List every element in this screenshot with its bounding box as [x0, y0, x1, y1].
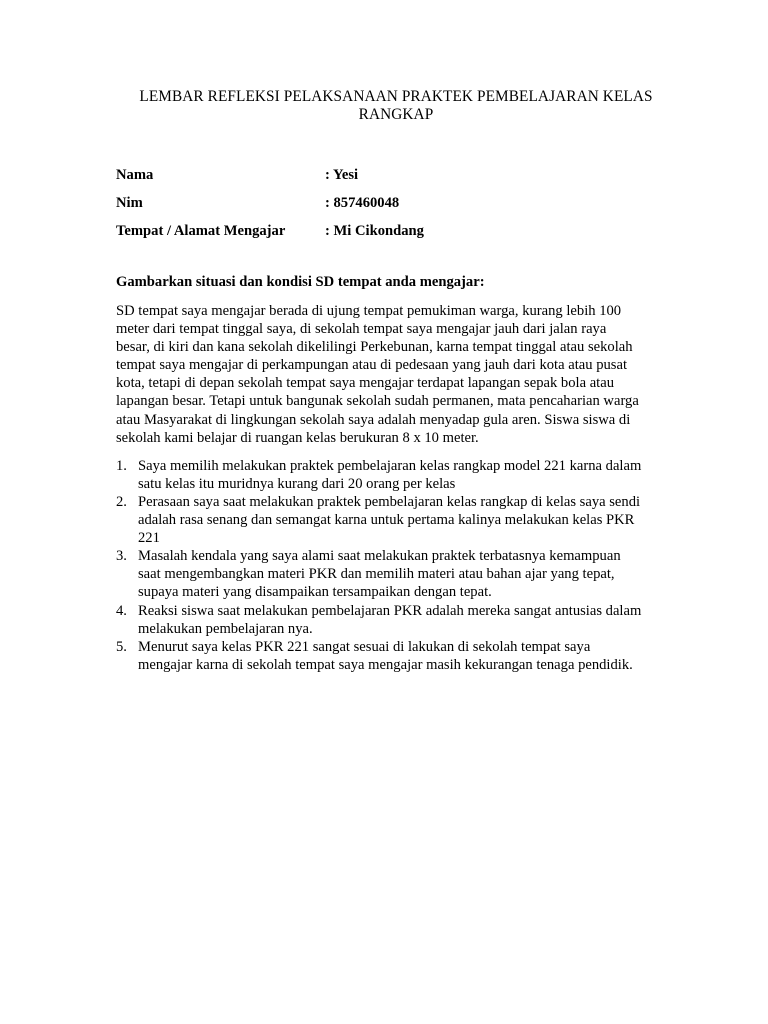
title-line-2: RANGKAP: [358, 106, 434, 123]
identity-row-name: [116, 165, 676, 193]
paragraph-line: meter dari tempat tinggal saya, di sekolah tempat saya mengajar jauh dari jalan raya: [116, 321, 607, 338]
list-item-line: Masalah kendala yang saya alami saat melakukan praktek terbatasnya kemampuan: [138, 548, 621, 565]
identity-label: Nim: [116, 195, 143, 211]
identity-value: : Yesi: [325, 167, 359, 183]
list-item-line: Perasaan saya saat melakukan praktek pembelajaran kelas rangkap di kelas saya sendi: [138, 493, 641, 510]
list-number: 2.: [116, 493, 127, 510]
paragraph-line: SD tempat saya mengajar berada di ujung tempat pemukiman warga, kurang lebih 100: [116, 303, 622, 319]
paragraph-line: sekolah kami belajar di ruangan kelas berukuran 8 x 10 meter.: [116, 429, 479, 446]
list-item: [116, 493, 676, 547]
paragraph-line: tempat saya mengajar di perkampungan atau di pedesaan yang jauh dari kota atau pusat: [116, 357, 627, 374]
list-number: 3.: [116, 548, 127, 565]
list-number: 5.: [116, 638, 127, 655]
identity-block: [116, 165, 676, 249]
list-item: [116, 638, 676, 674]
identity-value: : Mi Cikondang: [325, 223, 424, 239]
list-item-line: saat mengembangkan materi PKR dan memilih materi atau bahan ajar yang tepat,: [138, 566, 615, 583]
identity-row-location: [116, 221, 676, 249]
list-item-line: supaya materi yang disampaikan tersampaikan dengan tepat.: [138, 584, 492, 601]
list-item-line: mengajar karna di sekolah tempat saya mengajar masih kekurangan tenaga pendidik.: [138, 656, 633, 673]
title-line-1: LEMBAR REFLEKSI PELAKSANAAN PRAKTEK PEMBELAJARAN KELAS: [139, 88, 653, 105]
paragraph-line: besar, di kiri dan kana sekolah dikelilingi Perkebunan, karna tempat tinggal atau sekolah: [116, 339, 633, 356]
situation-paragraph: [116, 302, 676, 447]
identity-label: Tempat / Alamat Mengajar: [116, 223, 286, 239]
paragraph-line: atau Masyarakat di lingkungan sekolah saya adalah menyadap gula aren. Siswa siswa di: [116, 411, 631, 428]
paragraph-line: lapangan besar. Tetapi untuk bangunak sekolah sudah permanen, mata pencaharian warga: [116, 393, 639, 410]
reflection-list: [116, 457, 676, 674]
list-item: [116, 602, 676, 638]
list-item-line: Saya memilih melakukan praktek pembelajaran kelas rangkap model 221 karna dalam: [138, 457, 642, 474]
list-item-line: 221: [138, 530, 160, 547]
list-item-line: Menurut saya kelas PKR 221 sangat sesuai di lakukan di sekolah tempat saya: [138, 638, 591, 655]
paragraph-line: kota, tetapi di depan sekolah tempat saya mengajar terdapat lapangan sepak bola atau: [116, 375, 615, 392]
list-item: [116, 547, 676, 601]
list-item-line: Reaksi siswa saat melakukan pembelajaran PKR adalah mereka sangat antusias dalam: [138, 602, 642, 619]
list-item-line: melakukan pembelajaran nya.: [138, 620, 313, 637]
document-title: [116, 88, 676, 124]
list-item-line: satu kelas itu muridnya kurang dari 20 orang per kelas: [138, 475, 456, 492]
identity-row-nim: [116, 193, 676, 221]
identity-value: : 857460048: [325, 195, 400, 211]
list-number: 1.: [116, 457, 127, 474]
identity-label: Nama: [116, 167, 154, 183]
section-heading: Gambarkan situasi dan kondisi SD tempat anda mengajar:: [116, 274, 485, 290]
list-item: [116, 457, 676, 493]
list-number: 4.: [116, 602, 127, 619]
list-item-line: adalah rasa senang dan semangat karna untuk pertama kalinya melakukan kelas PKR: [138, 512, 635, 529]
